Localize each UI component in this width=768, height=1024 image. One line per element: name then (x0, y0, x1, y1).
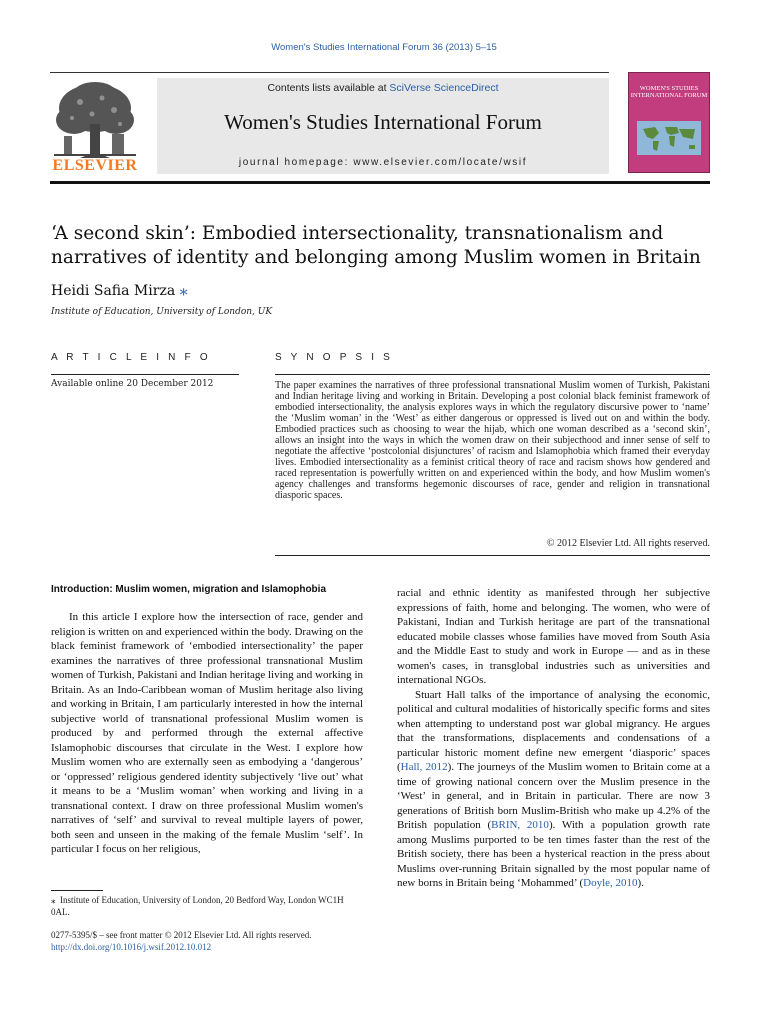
author-footnote-marker[interactable]: ⁎ (179, 280, 188, 299)
author-line (51, 280, 188, 299)
reference-link-doyle[interactable]: Doyle, 2010 (583, 877, 638, 889)
issn-block (51, 929, 381, 953)
journal-cover-thumbnail[interactable] (628, 72, 710, 173)
available-online-date: Available online 20 December 2012 (51, 379, 214, 389)
synopsis-text: The paper examines the narratives of three professional transnational Muslim women of Turkish, Pakistani and Indian heritage living and working in Britain. Developing a post colonial black feminist framework of embodied intersectionality, the analysis explores ways in which the regulatory discursive power to ‘name’ the ‘Muslim woman’ in the ‘West’ as either dangerous or oppressed is lived out on and within the body. Embodied practices such as choosing to wear the hijab, which one woman described as a ‘second skin’, allows an insight into the ways in which the women draw on their subjecthood and inner sense of self to negotiate the affective ‘postcolonial disjunctures’ of racism and Islamophobia which framed their everyday lives. Embodied intersectionality as a feminist critical theory of race and racism shows how gendered and raced representation is powerfully written on and experienced within the body, and how Muslim women's agency challenges and transforms hegemonic discourses of race, gender and religion in transnational diasporic spaces. (275, 380, 710, 501)
footnote-marker: ⁎ (51, 895, 56, 905)
body-column-right (397, 586, 710, 891)
paragraph-text: ). With a population growth rate among Muslims purported to be ten times faster than the rest of the British society, there has been a hysterical reaction in the press about Muslims over-running Britain signalled by the most popular name of new borns in Britain being ‘Mohammed’ ( (397, 819, 710, 889)
world-map-icon (637, 121, 701, 155)
section-heading: Introduction: Muslim women, migration and Islamophobia (51, 584, 327, 595)
issn-line: 0277-5395/$ – see front matter © 2012 Elsevier Ltd. All rights reserved. (51, 930, 312, 940)
reference-link-brin[interactable]: BRIN, 2010 (491, 819, 549, 831)
sciencedirect-link[interactable]: SciVerse ScienceDirect (389, 82, 499, 94)
contents-availability-line (157, 82, 609, 94)
doi-link[interactable]: http://dx.doi.org/10.1016/j.wsif.2012.10.012 (51, 942, 212, 952)
journal-homepage-link[interactable]: journal homepage: www.elsevier.com/locate/wsif (238, 157, 528, 168)
synopsis-rule (275, 374, 710, 375)
header-bottom-rule (50, 181, 710, 184)
reference-link-hall[interactable]: Hall, 2012 (400, 761, 448, 773)
paragraph: racial and ethnic identity as manifested through her subjective expressions of faith, home and belonging. The women, who were of Pakistani, Indian and Turkish heritage are part of the transnational educated mobile classes whose families have moved from South Asia and the Middle East to study and work in Europe — and as in these women's cases, in transglobal industries such as universities and international NGOs. (397, 587, 710, 686)
synopsis-heading: S Y N O P S I S (275, 352, 394, 363)
author-affiliation: Institute of Education, University of London, UK (51, 307, 273, 317)
journal-title: Women's Studies International Forum (224, 110, 542, 134)
synopsis-bottom-rule (275, 555, 710, 556)
article-title: ‘A second skin’: Embodied intersectionality, transnationalism and narratives of identity and belonging among Muslim women in Britain (51, 223, 701, 268)
article-info-heading: A R T I C L E I N F O (51, 352, 211, 363)
footnote-rule (51, 890, 103, 891)
paragraph: In this article I explore how the intersection of race, gender and religion is written on and experienced within the body. Drawing on the black feminist framework of ‘embodied intersectionality’ the paper examines the narratives of three professional transnational Muslim women of Turkish, Pakistani and Indian heritage living and working in Britain. As an Indo-Caribbean woman of Muslim heritage also living and working in Britain, I am particularly interested in how the internal subjective world of transnational professional Muslim women is produced by and performed through the external affective Islamophobic discourses that circulate in the West. I explore how Muslim women who are externally seen as embodying a ‘dangerous’ or ‘oppressed’ religious gendered identity subjectively ‘live out’ what it means to be a ‘Muslim woman’ when working and living in a transnational context. I draw on three professional Muslim women's narratives of ‘self’ and survival to reveal multiple layers of power, both seen and unseen in the making of the female Muslim ‘self’. In particular I focus on her religious, (51, 611, 363, 855)
paragraph-text: ). The journeys of the Muslim women to Britain come at a time of growing national concern over the Muslim presence in the ‘West’ in general, and in Britain in particular. There are now 3 generations of British born Muslim-British who make up 4.2% of the British population ( (397, 761, 710, 831)
body-column-left (51, 584, 363, 857)
footnote-text: Institute of Education, University of London, 20 Bedford Way, London WC1H 0AL. (51, 895, 344, 917)
author-footnote (51, 894, 363, 918)
article-info-rule (51, 374, 239, 375)
synopsis-copyright: © 2012 Elsevier Ltd. All rights reserved. (546, 538, 710, 549)
cover-title: WOMEN'S STUDIES INTERNATIONAL FORUM (630, 85, 708, 99)
contents-prefix: Contents lists available at (267, 82, 390, 94)
elsevier-wordmark: ELSEVIER (52, 157, 138, 174)
header-top-rule (50, 72, 609, 73)
journal-citation-link[interactable]: Women's Studies International Forum 36 (2013) 5–15 (271, 42, 497, 53)
paragraph-text: Stuart Hall talks of the importance of analysing the economic, political and cultural modalities of historically specific forms and sites when attempting to understand post war global migrancy. He argues that the transformations, displacements and condensations of a particular historic moment define new emergent ‘diasporic’ spaces ( (397, 688, 710, 773)
author-name: Heidi Safia Mirza (51, 283, 176, 299)
paragraph (397, 688, 710, 891)
paragraph-text: ). (637, 877, 644, 889)
